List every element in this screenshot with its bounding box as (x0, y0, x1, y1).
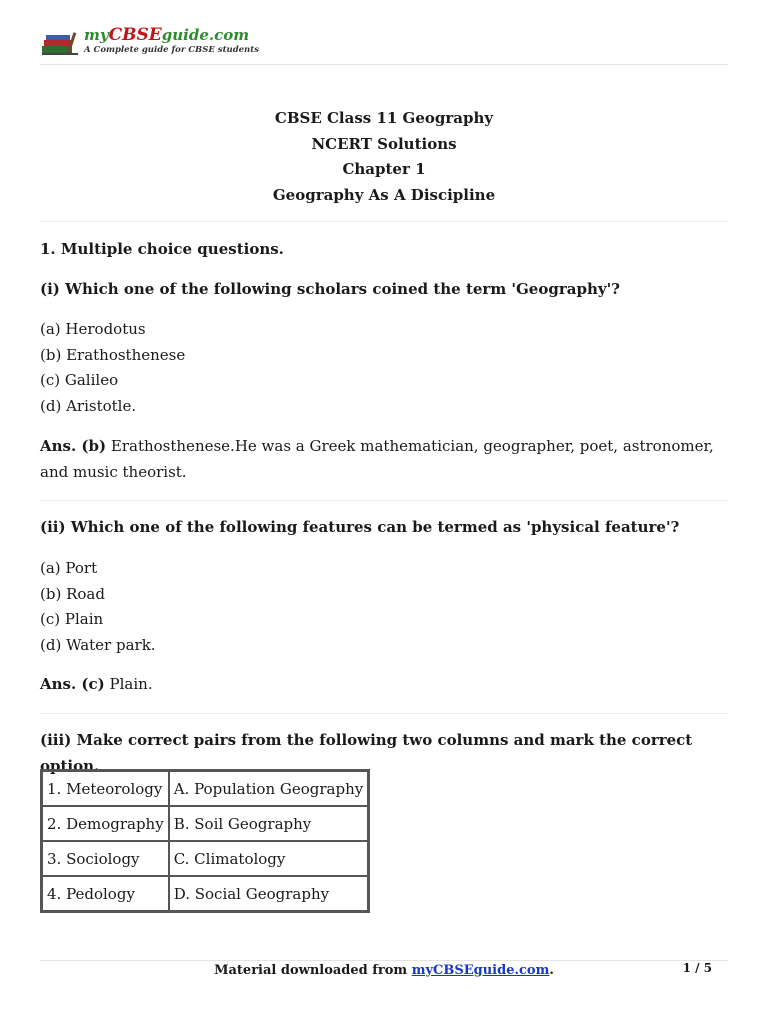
table-cell: 2. Demography (42, 806, 169, 841)
table-cell: C. Climatology (169, 841, 369, 876)
document-title (40, 106, 728, 208)
site-logo-text[interactable] (84, 26, 249, 44)
option: (a) Port (40, 559, 98, 577)
logo-prefix: my (84, 26, 109, 44)
option: (d) Water park. (40, 635, 156, 654)
page-number: 1 / 5 (682, 961, 712, 975)
footer-label: Material downloaded from (214, 963, 412, 978)
title-line-4: Geography As A Discipline (272, 185, 496, 204)
title-line-1: CBSE Class 11 Geography (274, 109, 494, 127)
question-1: (i) Which one of the following scholars coined the term 'Geography'? (40, 280, 620, 298)
option: (d) Aristotle. (40, 396, 137, 415)
site-header (40, 26, 728, 65)
question-2: (ii) Which one of the following features can be termed as 'physical feature'? (40, 518, 680, 536)
footer-text (40, 963, 728, 978)
table-cell: D. Social Geography (169, 876, 369, 911)
option: (c) Plain (40, 610, 104, 628)
answer-label: Ans. (c) (40, 675, 105, 693)
divider (40, 500, 728, 501)
option: (c) Galileo (40, 371, 119, 389)
footer-divider (40, 960, 728, 961)
footer-period: . (549, 963, 554, 978)
divider (40, 713, 728, 714)
table-cell: 1. Meteorology (42, 771, 169, 806)
title-line-3: Chapter 1 (342, 160, 426, 178)
table-cell: 3. Sociology (42, 841, 169, 876)
table-cell: A. Population Geography (169, 771, 369, 806)
logo-suffix: guide.com (161, 26, 250, 44)
question-2-options (40, 556, 728, 658)
table-row (42, 806, 368, 841)
answer-2 (40, 672, 728, 698)
books-logo-icon (40, 28, 82, 56)
section-heading: 1. Multiple choice questions. (40, 240, 284, 258)
option: (b) Road (40, 584, 105, 603)
question-3: (iii) Make correct pairs from the following two columns and mark the correct option. (40, 731, 693, 775)
table-row (42, 876, 368, 911)
question-1-options (40, 317, 728, 419)
option: (a) Herodotus (40, 320, 146, 338)
table-cell: 4. Pedology (42, 876, 169, 911)
answer-label: Ans. (b) (40, 437, 107, 455)
table-row (42, 771, 368, 806)
logo-tagline: A Complete guide for CBSE students (84, 45, 259, 55)
logo-brand: CBSE (108, 25, 162, 45)
table-row (42, 841, 368, 876)
title-line-2: NCERT Solutions (311, 134, 457, 153)
answer-text: Plain. (104, 675, 153, 693)
matching-table (40, 769, 370, 913)
footer-link[interactable]: myCBSEguide.com (411, 963, 550, 978)
divider (40, 221, 728, 222)
table-cell: B. Soil Geography (169, 806, 369, 841)
answer-1 (40, 434, 728, 485)
answer-text: Erathosthenese.He was a Greek mathematician, geographer, poet, astronomer, and music theorist. (40, 437, 714, 481)
option: (b) Erathosthenese (40, 345, 186, 364)
